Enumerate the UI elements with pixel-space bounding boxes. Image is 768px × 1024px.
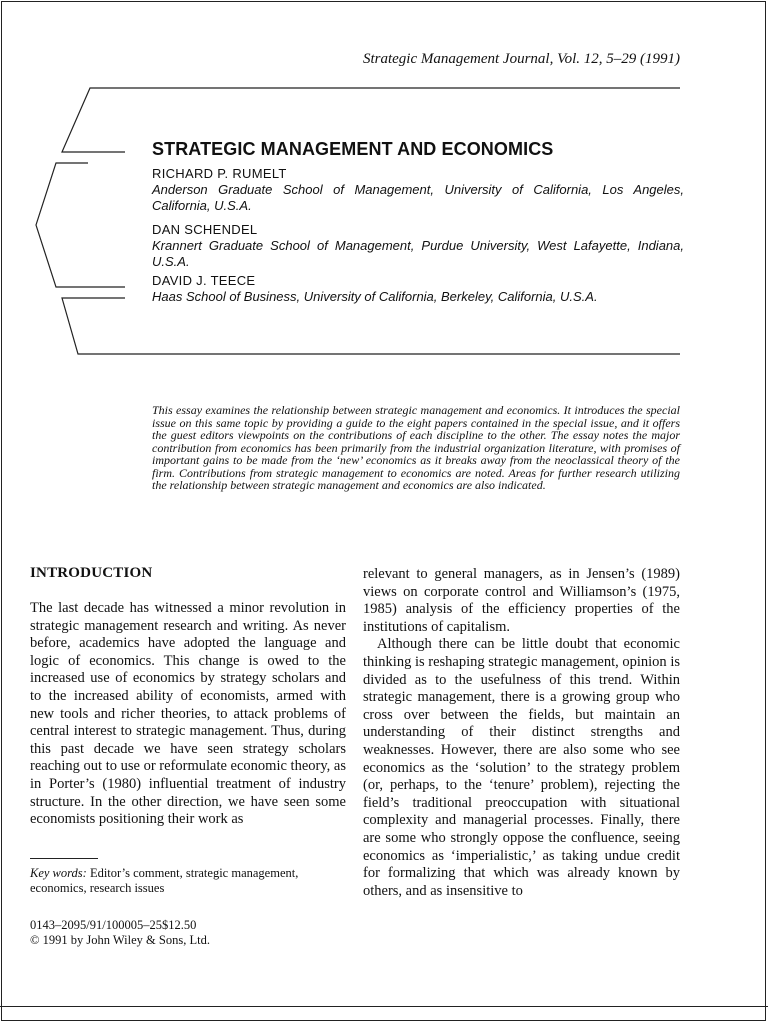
author-name: RICHARD P. RUMELT (152, 166, 287, 181)
section-heading: INTRODUCTION (30, 565, 153, 581)
author-affiliation: Anderson Graduate School of Management, University of California, Los Angeles, California, U.S.A. (152, 182, 684, 213)
author-name: DAN SCHENDEL (152, 222, 258, 237)
page-bottom-rule (0, 1006, 768, 1007)
author-block-rumelt (152, 166, 684, 214)
copyright-notice: © 1991 by John Wiley & Sons, Ltd. (30, 933, 210, 947)
keywords-text: Editor’s comment, strategic management, economics, research issues (30, 866, 299, 895)
body-paragraph: The last decade has witnessed a minor revolution in strategic management research and writing. As never before, academics have adopted the language and logic of economics. This change is owed to the increased use of economics by strategy scholars and to the increased ability of economists, armed with new tools and richer theories, to attack problems of central interest to strategic management. Thus, during this past decade we have seen strategy scholars reaching out to use or reformulate economic theory, as in Porter’s (1980) influential treatment of industry structure. In the other direction, we have seen some economists positioning their work as (30, 600, 346, 828)
author-block-teece (152, 273, 684, 305)
keywords-footnote (30, 866, 346, 896)
publication-info (30, 918, 350, 948)
author-name: DAVID J. TEECE (152, 273, 256, 288)
body-paragraph: Although there can be little doubt that economic thinking is reshaping strategic management, opinion is divided as to the usefulness of this trend. Within strategic management, there is a growing group who cross over between the fields, but maintain an understanding of their distinct strengths and weaknesses. However, there are also some who see economics as the ‘solution’ to the strategy problem (or, perhaps, to the ‘tenure’ problem), rejecting the field’s traditional preoccupation with situational complexity and managerial processes. Finally, there are some who strongly oppose the confluence, seeing economics as ‘imperialistic,’ as taking undue credit for formalizing that which was already known by others, and as insensitive to (363, 636, 680, 899)
journal-citation: Strategic Management Journal, Vol. 12, 5–29 (1991) (362, 51, 680, 67)
right-column (363, 566, 680, 900)
footnote-rule (30, 858, 98, 859)
author-block-schendel (152, 222, 684, 270)
author-affiliation: Krannert Graduate School of Management, Purdue University, West Lafayette, Indiana, U.S.A. (152, 238, 684, 269)
abstract: This essay examines the relationship between strategic management and economics. It introduces the special issue on this same topic by providing a guide to the eight papers contained in the special issue, and it offers the guest editors viewpoints on the contributions of each discipline to the other. The essay notes the major contribution from economics has been primarily from the industrial organization literature, with promises of important gains to be made from the ‘new’ economics as it breaks away from the neoclassical theory of the firm. Contributions from strategic management to economics are noted. Areas for further research utilizing the relationship between strategic management and economics are also indicated. (152, 403, 680, 492)
article-title: STRATEGIC MANAGEMENT AND ECONOMICS (152, 139, 554, 159)
article-code: 0143–2095/91/100005–25$12.50 (30, 918, 197, 932)
keywords-label: Key words: (30, 866, 87, 880)
left-column (30, 564, 346, 829)
author-affiliation: Haas School of Business, University of California, Berkeley, California, U.S.A. (152, 289, 598, 304)
body-paragraph: relevant to general managers, as in Jensen’s (1989) views on corporate control and Williamson’s (1975, 1985) analysis of the efficiency properties of the institutions of capitalism. (363, 566, 680, 635)
